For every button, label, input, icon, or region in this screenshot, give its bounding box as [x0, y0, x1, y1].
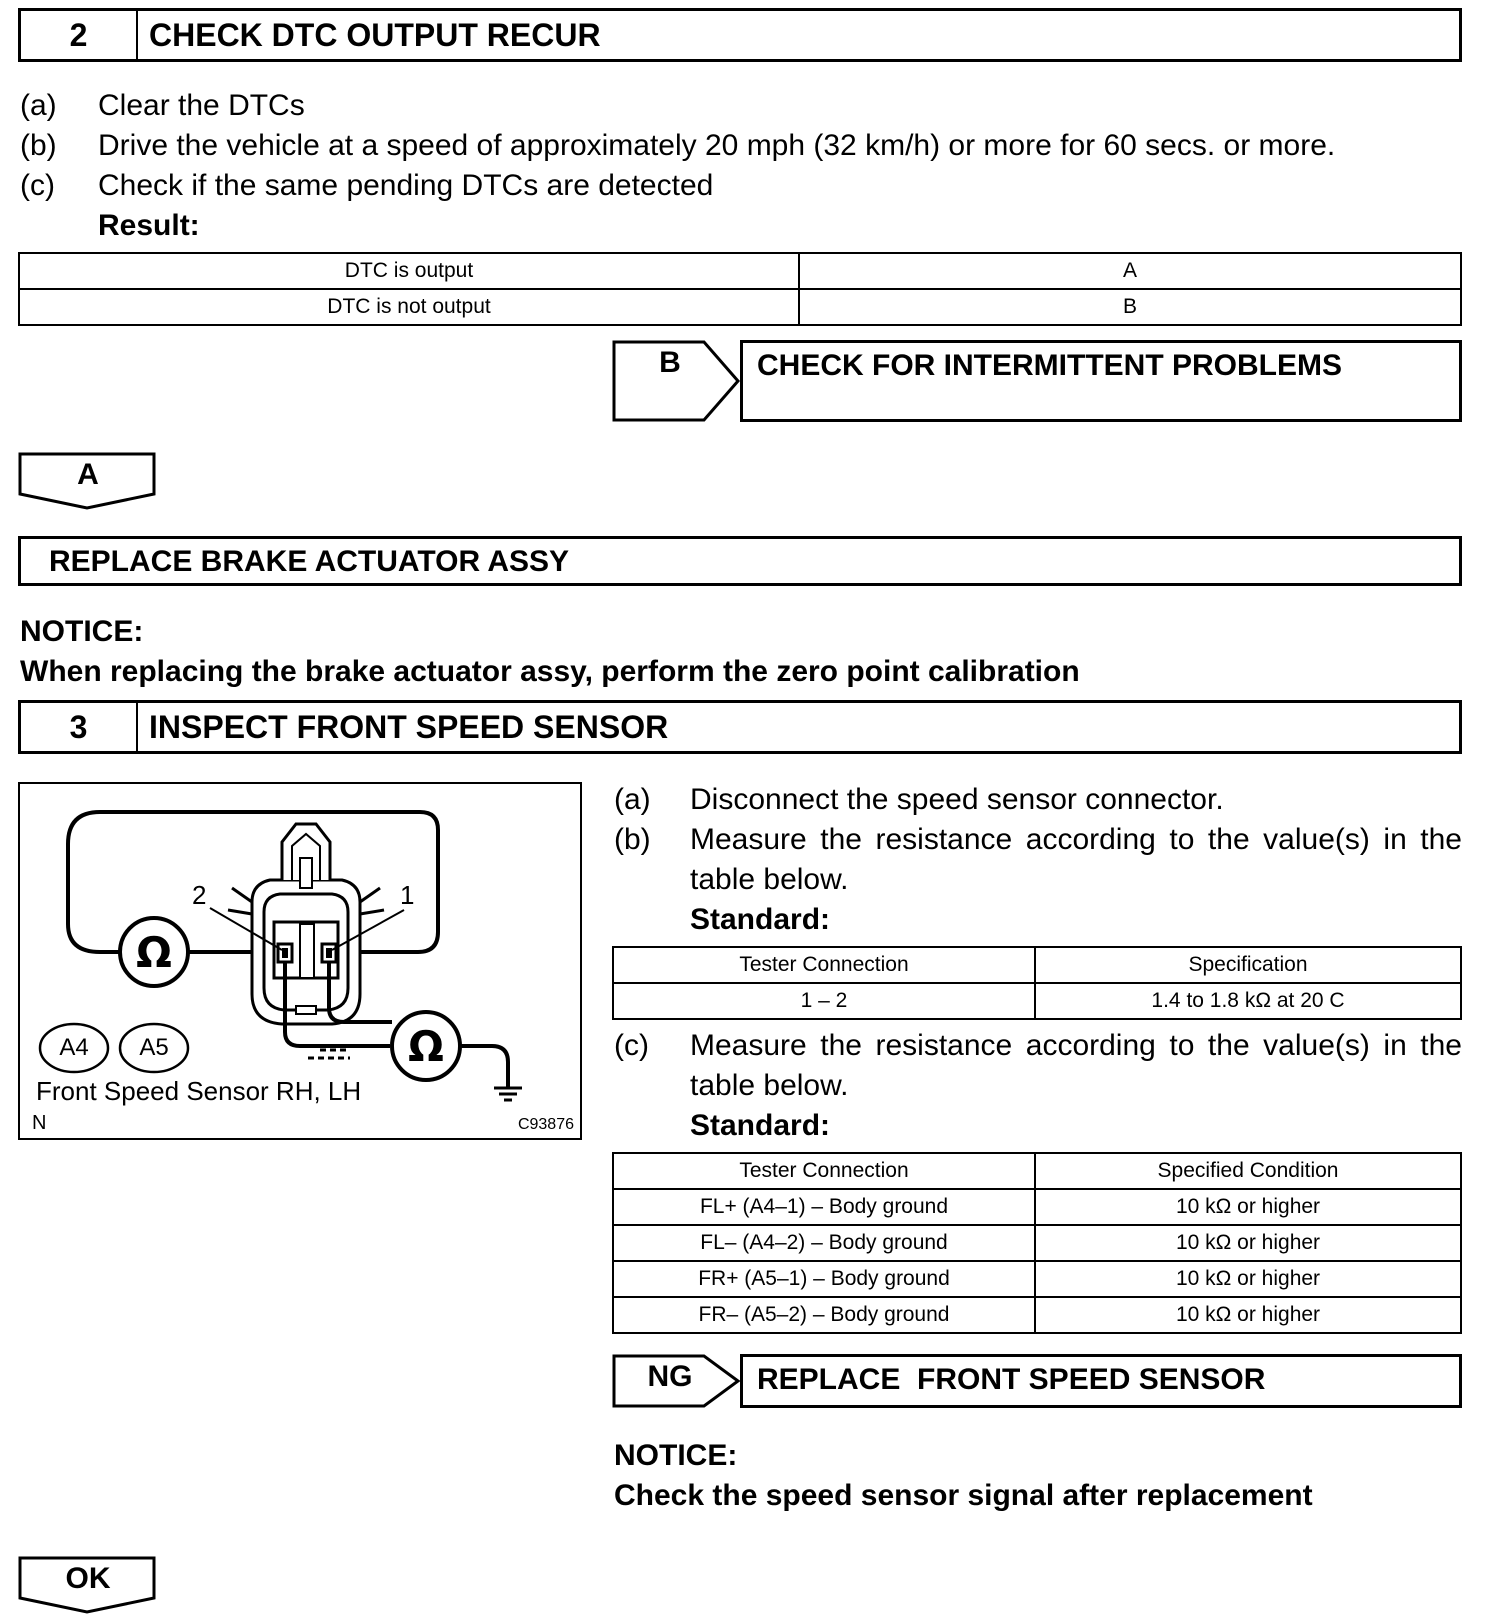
pin-2-label: 2 [192, 880, 207, 910]
step-2-number: 2 [21, 11, 138, 59]
table-cell: FL+ (A4–1) – Body ground [613, 1189, 1035, 1225]
item-label: (c) [20, 169, 55, 202]
table-row [613, 1189, 1461, 1225]
table-cell: FR– (A5–2) – Body ground [613, 1297, 1035, 1333]
sensor-figure [18, 782, 582, 1140]
step-2-header [18, 8, 1462, 62]
standard-label: Standard: [690, 903, 831, 936]
step-3-header [18, 700, 1462, 754]
item-text: Clear the DTCs [98, 89, 305, 122]
branch-ng-label: NG [647, 1360, 693, 1393]
figure-code: C93876 [517, 1116, 574, 1133]
pin-1-label: 1 [400, 880, 415, 910]
branch-ok-label: OK [65, 1562, 111, 1595]
specified-condition-table [612, 1152, 1462, 1334]
item-text: Measure the resistance according to the value(s) in the table below. [690, 1029, 1462, 1102]
step-2-title: CHECK DTC OUTPUT RECUR [149, 16, 601, 53]
notice-text: When replacing the brake actuator assy, perform the zero point calibration [20, 655, 1080, 688]
connector-a4-label: A4 [59, 1034, 89, 1061]
item-text: Check if the same pending DTCs are detected [98, 169, 714, 202]
table-cell: 10 kΩ or higher [1035, 1189, 1461, 1225]
table-cell: A [799, 253, 1461, 289]
ohm-meter-icon: Ω [408, 1022, 444, 1071]
table-cell: 1.4 to 1.8 kΩ at 20 C [1035, 983, 1461, 1019]
table-cell: 10 kΩ or higher [1035, 1225, 1461, 1261]
table-header-cell: Tester Connection [613, 947, 1035, 983]
item-label: (a) [614, 783, 651, 816]
notice-text: Check the speed sensor signal after replacement [614, 1479, 1313, 1512]
table-cell: 10 kΩ or higher [1035, 1261, 1461, 1297]
specification-table [612, 946, 1462, 1020]
table-cell: FL– (A4–2) – Body ground [613, 1225, 1035, 1261]
replace-actuator-title: REPLACE BRAKE ACTUATOR ASSY [49, 545, 570, 578]
table-cell: DTC is output [19, 253, 799, 289]
table-row [19, 253, 1461, 289]
table-cell: DTC is not output [19, 289, 799, 325]
table-row [19, 289, 1461, 325]
branch-a-label: A [77, 458, 99, 491]
table-header-cell: Specified Condition [1035, 1153, 1461, 1189]
table-cell: 1 – 2 [613, 983, 1035, 1019]
result-label: Result: [98, 209, 200, 242]
figure-corner-mark: N [32, 1112, 47, 1134]
item-text: Disconnect the speed sensor connector. [690, 783, 1224, 816]
notice-label: NOTICE: [20, 615, 144, 648]
branch-b-label: B [659, 346, 681, 379]
table-header-cell: Specification [1035, 947, 1461, 983]
step-3-title: INSPECT FRONT SPEED SENSOR [149, 708, 669, 745]
figure-caption: Front Speed Sensor RH, LH [36, 1076, 362, 1106]
item-label: (b) [20, 129, 57, 162]
item-text: Measure the resistance according to the value(s) in the table below. [690, 823, 1462, 896]
step-3-number: 3 [21, 703, 138, 751]
table-row [613, 1297, 1461, 1333]
result-table [18, 252, 1462, 326]
replace-actuator-box [18, 536, 1462, 586]
item-label: (a) [20, 89, 57, 122]
table-header-cell: Tester Connection [613, 1153, 1035, 1189]
branch-ng-text: REPLACE FRONT SPEED SENSOR [757, 1363, 1266, 1396]
ohm-meter-icon: Ω [136, 928, 172, 977]
branch-b-text: CHECK FOR INTERMITTENT PROBLEMS [757, 349, 1342, 382]
table-cell: FR+ (A5–1) – Body ground [613, 1261, 1035, 1297]
table-cell: 10 kΩ or higher [1035, 1297, 1461, 1333]
item-label: (b) [614, 823, 651, 856]
table-cell: B [799, 289, 1461, 325]
table-row [613, 983, 1461, 1019]
branch-b-result [740, 340, 1462, 422]
item-text: Drive the vehicle at a speed of approximately 20 mph (32 km/h) or more for 60 secs. or more. [98, 129, 1336, 162]
table-row [613, 1225, 1461, 1261]
table-row [613, 1153, 1461, 1189]
table-row [613, 947, 1461, 983]
branch-ng-result [740, 1354, 1462, 1408]
table-row [613, 1261, 1461, 1297]
standard-label: Standard: [690, 1109, 831, 1142]
item-label: (c) [614, 1029, 649, 1062]
connector-a5-label: A5 [139, 1034, 169, 1061]
notice-label: NOTICE: [614, 1439, 738, 1472]
